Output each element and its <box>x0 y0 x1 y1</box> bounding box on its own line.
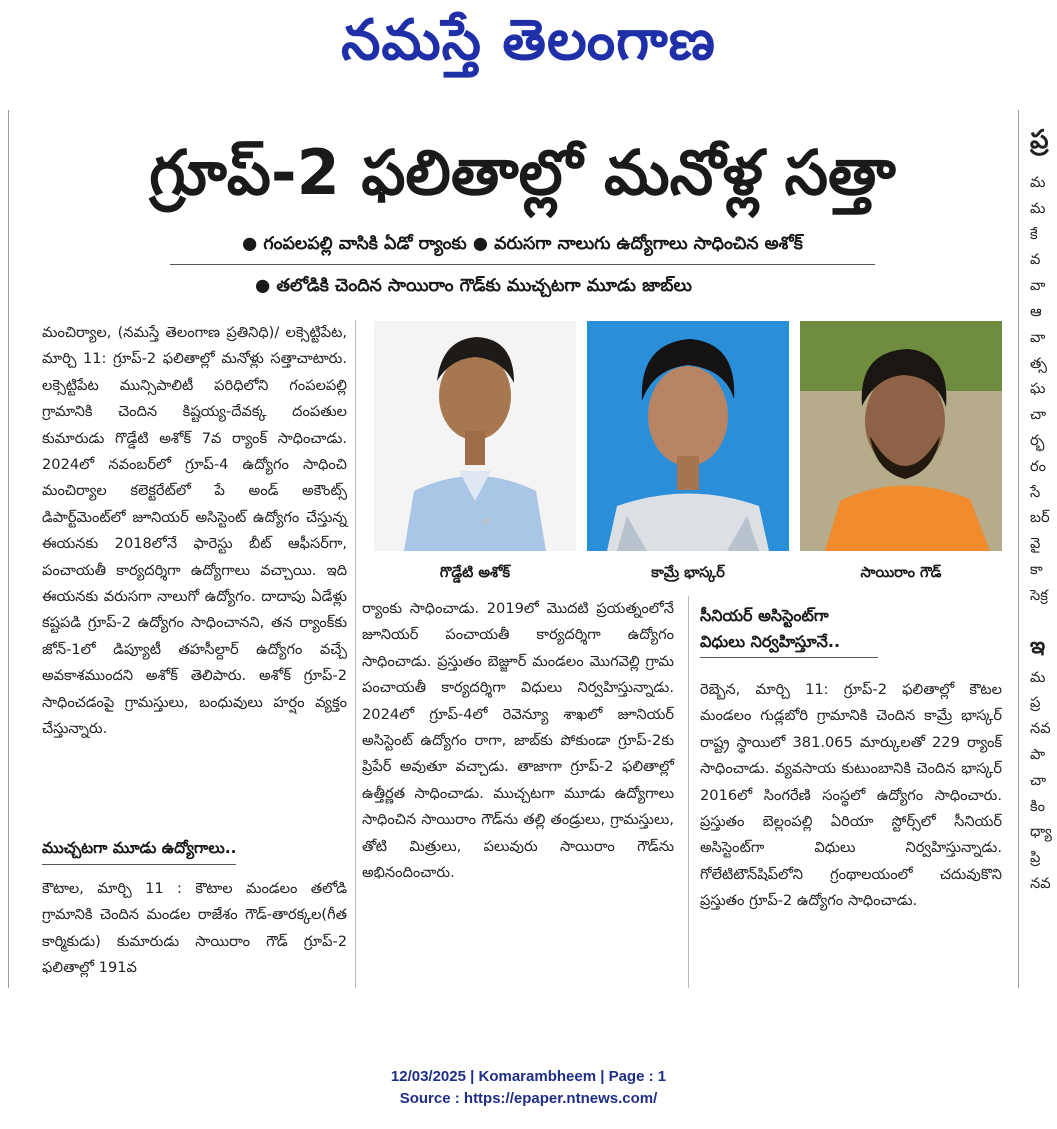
photo-caption-bhaskar: కామ్రే భాస్కర్ <box>651 565 725 581</box>
headline: గ్రూప్-2 ఫలితాల్లో మనోళ్ల సత్తా <box>149 136 896 209</box>
section-heading-three-jobs <box>42 828 292 875</box>
article-paragraph: మంచిర్యాల, (నమస్తే తెలంగాణ ప్రతినిధి)/ లక్సెట్టిపేట, మార్చి 11: గ్రూప్-2 ఫలితాల్లో మనోళ్లు సత్తాచాటారు. లక్సెట్టిపేట మున్సిపాలిటీ పరిధిలోని గంపలపల్లి గ్రామానికి చెందిన కిష్టయ్య-దేవక్క దంపతుల కుమారుడు గొడ్డేటి అశోక్ 7వ ర్యాంక్ సాధించాడు. 2024లో నవంబర్‌లో గ్రూప్-4 ఉద్యోగం సాధించి మంచిర్యాల కలెక్టరేట్‌లో పే అండ్ అకౌంట్స్ డిపార్ట్‌మెంట్‌లో జూనియర్ అసిస్టెంట్ ఉద్యోగం చేస్తున్న ఈయనకు 2018లోనే ఫారెస్టు బీట్ ఆఫీసర్‌గా, పంచాయతీ కార్యదర్శిగా ఉద్యోగాలు వచ్చాయి. ఇది ఈయనకు వరుసగా నాలుగో ఉద్యోగం. దాదాపు ఏడేళ్లు కష్టపడి గ్రూప్-2 ఉద్యోగం సాధించానని, తన ర్యాంక్‌కు జోన్-1లో డిప్యూటీ తహసీల్దార్ ఉద్యోగం వచ్చే అవకాశముందని అశోక్ తెలిపారు. అశోక్ గ్రూప్-2 సాధించడంపై గ్రామస్తులు, బంధువులు హర్షం వ్యక్తం చేస్తున్నారు. <box>42 324 347 738</box>
article-column-3 <box>700 677 1002 915</box>
adjacent-line: సెక్ర <box>1030 586 1048 604</box>
adjacent-line: ప్రి <box>1030 849 1041 867</box>
adjacent-line: మ <box>1030 668 1046 686</box>
adjacent-heading: ప్ర <box>1030 125 1049 155</box>
subheadline-1: ● గంపలపల్లి వాసికి ఏడో ర్యాంకు ● వరుసగా నాలుగు ఉద్యోగాలు సాధించిన అశోక్ <box>170 234 875 265</box>
newspaper-masthead: నమస్తే తెలంగాణ <box>341 8 716 73</box>
photo-bhaskar <box>587 321 789 551</box>
section-heading-senior-assistant <box>700 597 878 668</box>
adjacent-line: ర్భ <box>1030 431 1045 449</box>
article-paragraph: ర్యాంకు సాధించాడు. 2019లో మొదటి ప్రయత్నంలోనే జూనియర్ పంచాయతీ కార్యదర్శిగా ఉద్యోగం సాధించాడు. ప్రస్తుతం బెజ్జూర్ మండలం మొగవెల్లి గ్రామ పంచాయతీ కార్యదర్శిగా విధులు నిర్వహిస్తున్నాడు. 2024లో గ్రూప్-4లో రెవెన్యూ శాఖలో జూనియర్ అసిస్టెంట్ ఉద్యోగం రాగా, జాబ్‌కు పోకుండా గ్రూప్-2కు ప్రిపేర్ అవుతూ వచ్చాడు. తాజాగా గ్రూప్-2 ఫలితాల్లో ఉత్తీర్ణత సాధించాడు. ముచ్చటగా మూడు ఉద్యోగాలు సాధించిన సాయిరాం గౌడ్‌ను తల్లి తండ్రులు, గ్రామస్తులు, తోటి మిత్రులు, పలువురు సాయిరాం గౌడ్‌ను అభినందించారు. <box>362 600 674 882</box>
photo-caption-ashok: గొడ్డేటి అశోక్ <box>439 565 511 581</box>
adjacent-line: చా <box>1030 406 1047 424</box>
adjacent-line: ఘ <box>1030 380 1046 398</box>
adjacent-line: పా <box>1030 745 1046 763</box>
adjacent-line: వ <box>1030 251 1041 269</box>
adjacent-line: ఆ <box>1030 302 1042 320</box>
adjacent-line: కిం <box>1030 797 1046 815</box>
section-title: సీనియర్ అసిస్టెంట్‌గా విధులు నిర్వహిస్తూనే.. <box>700 603 878 658</box>
page-footer <box>0 1066 1057 1110</box>
footer-date-edition: 12/03/2025 | Komarambheem | Page : 1 <box>390 1068 667 1085</box>
adjacent-line: వా <box>1030 277 1046 295</box>
photo-ashok <box>374 321 576 551</box>
adjacent-heading-2: ఇ <box>1030 633 1046 659</box>
adjacent-article-strip <box>1030 118 1057 988</box>
adjacent-line: కే <box>1030 225 1038 243</box>
adjacent-line: వై <box>1030 535 1041 553</box>
adjacent-line: మ <box>1030 199 1046 217</box>
article-paragraph: కౌటాల, మార్చి 11 : కౌటాల మండలం తలోడి గ్రామానికి చెందిన మండల రాజేశం గౌడ్-తారక్కల(గీత కార్మికుడు) కుమారుడు సాయిరాం గౌడ్ గ్రూప్-2 ఫలితాల్లో 191వ <box>42 880 347 977</box>
section-title: ముచ్చటగా మూడు ఉద్యోగాలు.. <box>42 834 236 865</box>
adjacent-line: బర్ <box>1030 509 1050 527</box>
column-divider-2 <box>688 596 689 988</box>
adjacent-line: నవ <box>1030 720 1051 738</box>
adjacent-line: ప్ర <box>1030 694 1041 712</box>
adjacent-line: నవ <box>1030 874 1051 892</box>
photo-sairam <box>800 321 1002 551</box>
left-column-rule <box>8 110 9 988</box>
adjacent-line: త్స <box>1030 354 1047 372</box>
photo-caption-sairam: సాయిరాం గౌడ్ <box>860 565 942 581</box>
subheadline-2: ● తలోడికి చెందిన సాయిరాం గౌడ్‌కు ముచ్చటగా మూడు జాబ్‌లు <box>255 276 692 296</box>
footer-source-link[interactable]: Source : https://epaper.ntnews.com/ <box>399 1090 658 1107</box>
column-divider-1 <box>355 320 356 988</box>
right-column-rule <box>1018 110 1019 988</box>
adjacent-line: ధ్యా <box>1030 823 1052 841</box>
adjacent-line: మ <box>1030 174 1046 191</box>
adjacent-line: సే <box>1030 483 1041 501</box>
adjacent-line: వా <box>1030 328 1046 346</box>
adjacent-line: కా <box>1030 560 1043 578</box>
adjacent-line: రం <box>1030 457 1047 475</box>
article-column-2 <box>362 596 674 886</box>
article-column-1-continued <box>42 876 347 982</box>
article-column-1 <box>42 320 347 743</box>
article-paragraph: రెబ్బెన, మార్చి 11: గ్రూప్-2 ఫలితాల్లో కౌటల మండలం గుడ్లబోరి గ్రామానికి చెందిన కామ్రే భాస్కర్ రాష్ట్ర స్థాయిలో 381.065 మార్కులతో 229 ర్యాంక్ సాధించాడు. వ్యవసాయ కుటుంబానికి చెందిన భాస్కర్ 2016లో సింగరేణి సంస్థలో ఉద్యోగం సాధించారు. ప్రస్తుతం బెల్లంపల్లి ఏరియా స్టోర్స్‌లో సీనియర్ అసిస్టెంట్‌గా విధులు నిర్వహిస్తున్నాడు. గోలేటిటౌన్‌షిప్‌లోని గ్రంథాలయంలో చదువుకొని ప్రస్తుతం గ్రూప్-2 ఉద్యోగం సాధించాడు. <box>700 681 1002 910</box>
adjacent-line: చా <box>1030 771 1047 789</box>
